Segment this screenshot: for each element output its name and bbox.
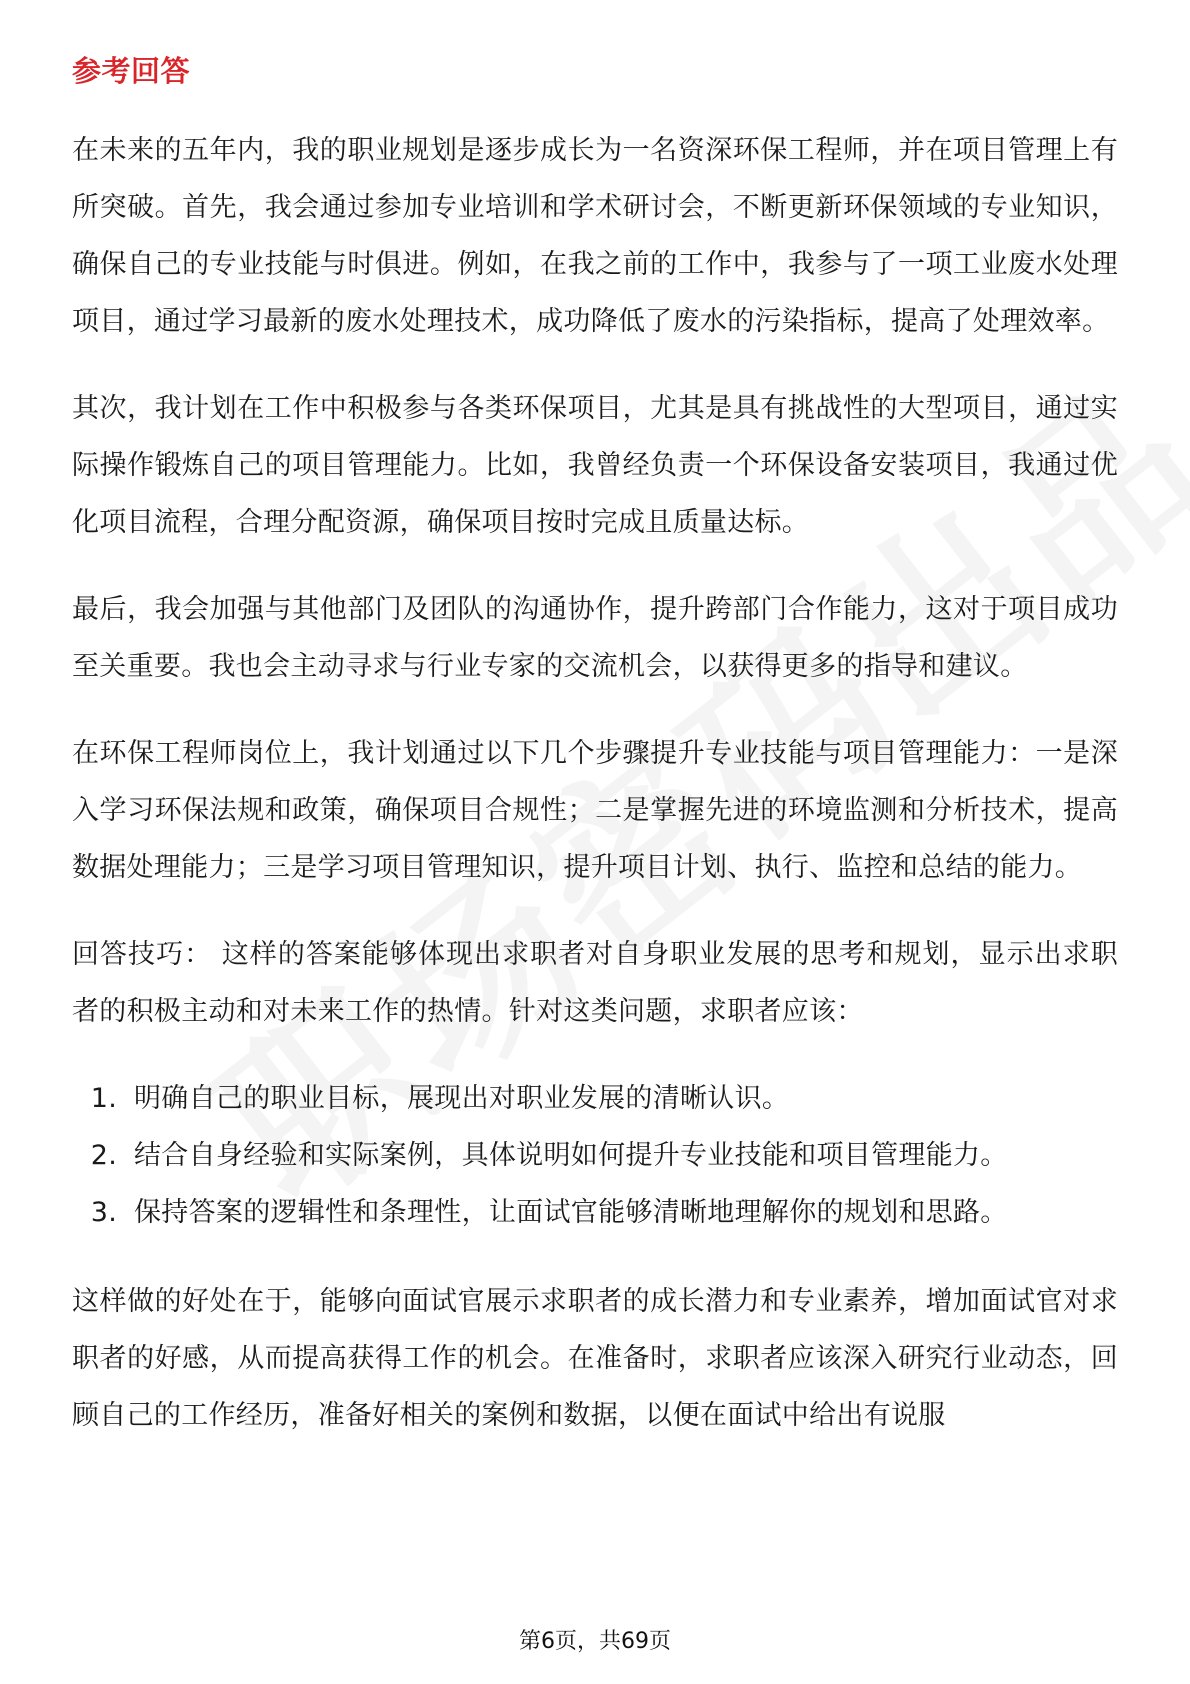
- answer-paragraph-4: 在环保工程师岗位上，我计划通过以下几个步骤提升专业技能与项目管理能力：一是深入学习环保法规和政策，确保项目合规性；二是掌握先进的环境监测和分析技术，提高数据处理能力；三是学习项目管理知识，提升项目计划、执行、监控和总结的能力。: [72, 738, 1118, 883]
- answer-tips-intro: 回答技巧： 这样的答案能够体现出求职者对自身职业发展的思考和规划，显示出求职者的积极主动和对未来工作的热情。针对这类问题，求职者应该：: [72, 939, 1118, 1027]
- page-content: [72, 48, 1118, 1474]
- list-item: 1. 明确自己的职业目标，展现出对职业发展的清晰认识。: [126, 1070, 1118, 1127]
- closing-paragraph: 这样做的好处在于，能够向面试官展示求职者的成长潜力和专业素养，增加面试官对求职者的好感，从而提高获得工作的机会。在准备时，求职者应该深入研究行业动态，回顾自己的工作经历，准备好相关的案例和数据，以便在面试中给出有说服: [72, 1286, 1118, 1431]
- tips-list: [72, 1070, 1118, 1241]
- answer-paragraph-2: 其次，我计划在工作中积极参与各类环保项目，尤其是具有挑战性的大型项目，通过实际操作锻炼自己的项目管理能力。比如，我曾经负责一个环保设备安装项目，我通过优化项目流程，合理分配资源，确保项目按时完成且质量达标。: [72, 393, 1118, 538]
- answer-paragraph-1: 在未来的五年内，我的职业规划是逐步成长为一名资深环保工程师，并在项目管理上有所突破。首先，我会通过参加专业培训和学术研讨会，不断更新环保领域的专业知识，确保自己的专业技能与时俱进。例如，在我之前的工作中，我参与了一项工业废水处理项目，通过学习最新的废水处理技术，成功降低了废水的污染指标，提高了处理效率。: [72, 135, 1118, 337]
- page-number-footer: 第6页，共69页: [519, 1629, 671, 1654]
- answer-paragraph-3: 最后，我会加强与其他部门及团队的沟通协作，提升跨部门合作能力，这对于项目成功至关重要。我也会主动寻求与行业专家的交流机会，以获得更多的指导和建议。: [72, 594, 1118, 682]
- list-item: 3. 保持答案的逻辑性和条理性，让面试官能够清晰地理解你的规划和思路。: [126, 1184, 1118, 1241]
- section-title: 参考回答: [72, 54, 191, 88]
- list-item: 2. 结合自身经验和实际案例，具体说明如何提升专业技能和项目管理能力。: [126, 1127, 1118, 1184]
